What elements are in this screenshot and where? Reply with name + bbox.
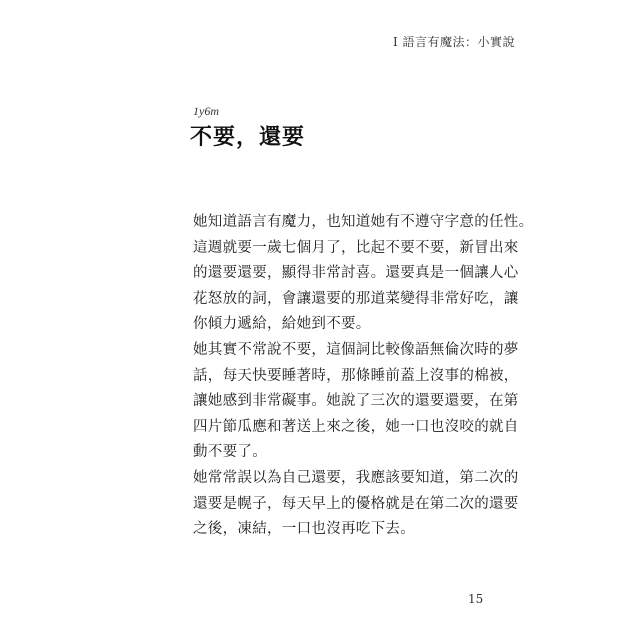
body-line: 花怒放的詞，會讓還要的那道菜變得非常好吃，讓: [193, 290, 519, 307]
body-line: 你傾力遞給，給她到不要。: [193, 316, 371, 333]
body-line: 話，每天快要睡著時，那條睡前蓋上沒事的棉被，: [193, 367, 519, 384]
chapter-number: 1y6m: [193, 104, 219, 118]
body-line: 的還要還要，顯得非常討喜。還要真是一個讓人心: [193, 265, 519, 282]
body-line: 她常常誤以為自己還要，我應該要知道，第二次的: [193, 469, 519, 486]
chapter-title: 不要，還要: [190, 124, 306, 150]
body-line: 她知道語言有魔力，也知道她有不遵守字意的任性。: [193, 214, 534, 230]
body-line: 四片節瓜應和著送上來之後，她一口也沒咬的就自: [193, 418, 519, 435]
page-number: 15: [468, 592, 484, 606]
running-header: I 語言有魔法：小實說: [392, 35, 515, 49]
body-line: 動不要了。: [193, 444, 267, 461]
body-line: 她其實不常說不要，這個詞比較像語無倫次時的夢: [193, 341, 519, 358]
body-line: 還要是幌子，每天早上的優格就是在第二次的還要: [193, 495, 519, 512]
body-text: [193, 210, 534, 543]
body-line: 讓她感到非常礙事。她說了三次的還要還要，在第: [193, 393, 519, 410]
body-line: 這週就要一歲七個月了，比起不要不要，新冒出來: [193, 239, 519, 256]
body-line: 之後，凍結，一口也沒再吃下去。: [193, 521, 415, 538]
